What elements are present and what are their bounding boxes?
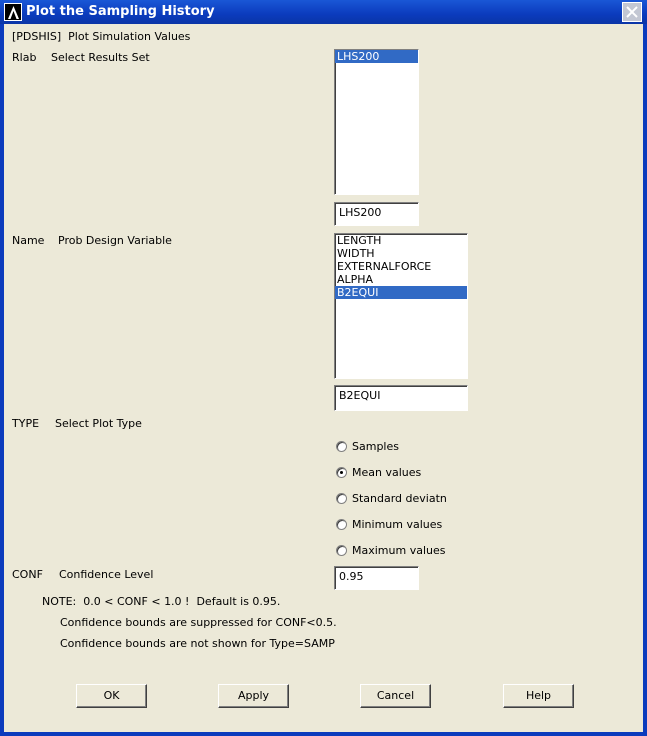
command-label: [PDSHIS] Plot Simulation Values: [12, 30, 191, 43]
radio-label: Maximum values: [352, 544, 446, 557]
name-label: Prob Design Variable: [58, 234, 172, 247]
radio-label: Mean values: [352, 466, 422, 479]
ok-button[interactable]: OK: [76, 684, 147, 708]
list-item[interactable]: B2EQUI: [335, 286, 467, 299]
window-title: Plot the Sampling History: [26, 4, 215, 19]
list-item[interactable]: LHS200: [335, 50, 418, 63]
window-frame-bottom: [0, 732, 647, 736]
confidence-level-input[interactable]: 0.95: [334, 566, 419, 590]
list-item[interactable]: WIDTH: [337, 247, 375, 260]
window-frame-left: [0, 24, 4, 736]
radio-button[interactable]: [336, 493, 347, 504]
conf-label: Confidence Level: [59, 568, 154, 581]
conf-note-1: NOTE: 0.0 < CONF < 1.0 ! Default is 0.95.: [42, 595, 281, 608]
cancel-button[interactable]: Cancel: [360, 684, 431, 708]
radio-label: Samples: [352, 440, 399, 453]
list-item[interactable]: EXTERNALFORCE: [337, 260, 432, 273]
help-button[interactable]: Help: [503, 684, 574, 708]
radio-selected-dot: [340, 471, 343, 474]
list-item[interactable]: LENGTH: [337, 234, 382, 247]
name-key: Name: [12, 234, 45, 247]
type-key: TYPE: [12, 417, 40, 430]
list-item[interactable]: ALPHA: [337, 273, 374, 286]
design-variable-listbox[interactable]: [334, 233, 468, 379]
radio-button[interactable]: [336, 545, 347, 556]
ansys-logo-icon: [4, 3, 22, 21]
conf-note-3: Confidence bounds are not shown for Type=SAMP: [60, 637, 335, 650]
radio-label: Standard deviatn: [352, 492, 447, 505]
type-label: Select Plot Type: [55, 417, 142, 430]
results-set-listbox[interactable]: [334, 49, 419, 195]
title-bar[interactable]: [0, 0, 647, 24]
results-set-field[interactable]: LHS200: [334, 202, 419, 226]
radio-button[interactable]: [336, 519, 347, 530]
conf-key: CONF: [12, 568, 43, 581]
close-icon: [626, 6, 638, 18]
radio-button[interactable]: [336, 467, 347, 478]
apply-button[interactable]: Apply: [218, 684, 289, 708]
close-button[interactable]: [622, 2, 642, 22]
design-variable-field[interactable]: B2EQUI: [334, 385, 468, 411]
rlab-key: Rlab: [12, 51, 37, 64]
conf-note-2: Confidence bounds are suppressed for CONF<0.5.: [60, 616, 337, 629]
rlab-label: Select Results Set: [51, 51, 150, 64]
radio-button[interactable]: [336, 441, 347, 452]
window-frame-right: [643, 24, 647, 736]
radio-label: Minimum values: [352, 518, 443, 531]
